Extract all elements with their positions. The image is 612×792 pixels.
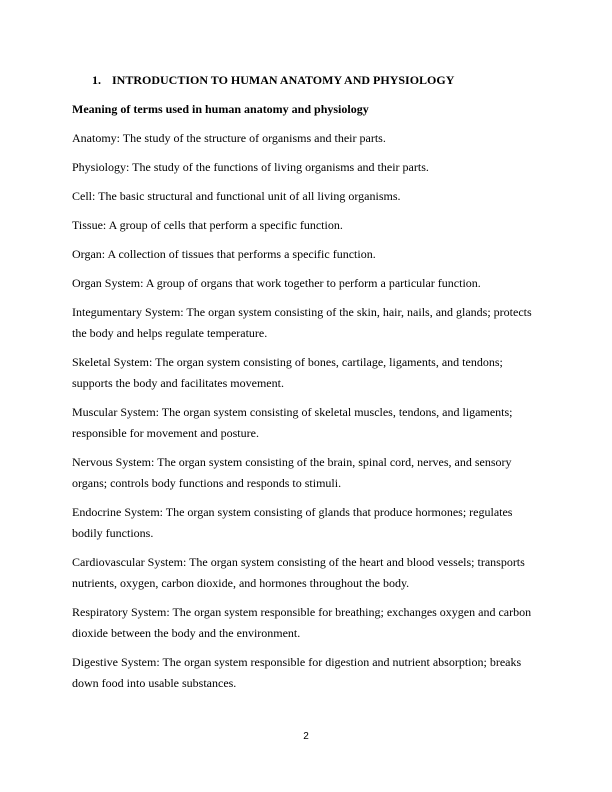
definition-cell: Cell: The basic structural and functional unit of all living organisms.: [72, 189, 401, 203]
definition-digestive: Digestive System: The organ system responsible for digestion and nutrient absorption; breaks down food into usable substances.: [72, 655, 522, 690]
definition-endocrine: Endocrine System: The organ system consisting of glands that produce hormones; regulates bodily functions.: [72, 505, 513, 540]
definition-skeletal: Skeletal System: The organ system consisting of bones, cartilage, ligaments, and tendons; supports the body and facilitates movement.: [72, 355, 503, 390]
definition-anatomy: Anatomy: The study of the structure of organisms and their parts.: [72, 131, 386, 145]
page-number: 2: [303, 731, 309, 742]
section-title: INTRODUCTION TO HUMAN ANATOMY AND PHYSIOLOGY: [112, 73, 455, 87]
definition-integumentary: Integumentary System: The organ system consisting of the skin, hair, nails, and glands; protects the body and helps regulate temperature.: [72, 305, 532, 340]
section-heading: [72, 70, 540, 91]
section-number: 1.: [92, 73, 101, 87]
definition-physiology: Physiology: The study of the functions of living organisms and their parts.: [72, 160, 429, 174]
definition-muscular: Muscular System: The organ system consisting of skeletal muscles, tendons, and ligaments; responsible for movement and posture.: [72, 405, 513, 440]
definition-respiratory: Respiratory System: The organ system responsible for breathing; exchanges oxygen and carbon dioxide between the body and the environment.: [72, 605, 532, 640]
definition-organ: Organ: A collection of tissues that performs a specific function.: [72, 247, 376, 261]
definition-tissue: Tissue: A group of cells that perform a specific function.: [72, 218, 343, 232]
definition-nervous: Nervous System: The organ system consisting of the brain, spinal cord, nerves, and sensory organs; controls body functions and responds to stimuli.: [72, 455, 512, 490]
document-body: [72, 70, 540, 702]
definition-organ-system: Organ System: A group of organs that work together to perform a particular function.: [72, 276, 481, 290]
definition-cardiovascular: Cardiovascular System: The organ system consisting of the heart and blood vessels; transports nutrients, oxygen, carbon dioxide, and hormones throughout the body.: [72, 555, 525, 590]
subheading: Meaning of terms used in human anatomy and physiology: [72, 102, 369, 116]
